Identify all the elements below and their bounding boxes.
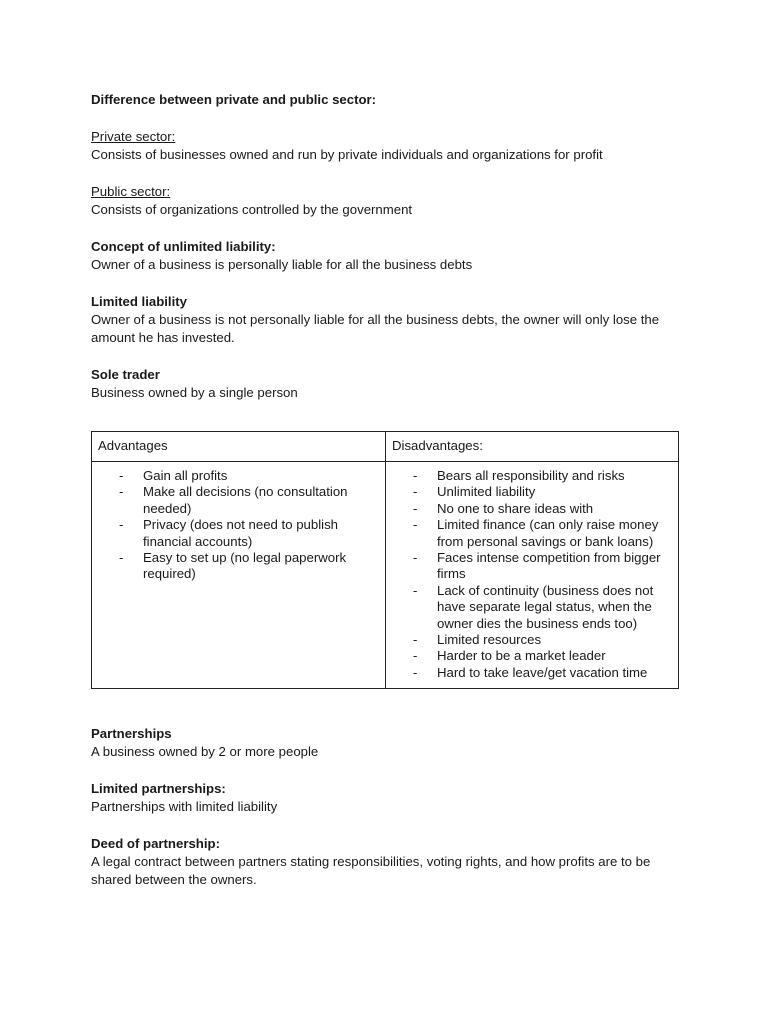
disadvantage-item [386, 632, 672, 648]
disadvantage-item-text: Lack of continuity (business does not have separate legal status, when the owner dies the business ends too) [437, 582, 654, 631]
advantage-item-text: Privacy (does not need to publish financial accounts) [143, 517, 338, 549]
private-sector-text: Consists of businesses owned and run by private individuals and organizations for profit [91, 147, 603, 162]
dash-bullet: - [413, 500, 418, 516]
disadvantages-header: Disadvantages: [386, 432, 679, 462]
advantage-item [92, 517, 379, 550]
advantage-item [92, 468, 379, 484]
dash-bullet: - [413, 468, 418, 483]
section-title-sectors: Difference between private and public sector: [91, 92, 377, 107]
dash-bullet: - [413, 648, 418, 664]
deed-of-partnership-title: Deed of partnership: [91, 836, 220, 851]
advantage-item-text: Easy to set up (no legal paperwork required) [143, 550, 347, 582]
disadvantage-item [386, 517, 672, 550]
partnerships-section [91, 725, 691, 889]
dash-bullet: - [119, 484, 124, 500]
dash-bullet: - [119, 517, 124, 533]
limited-liability-text: Owner of a business is not personally liable for all the business debts, the owner will only lose the amount he has invested. [91, 312, 660, 345]
limited-partnerships-text: Partnerships with limited liability [91, 799, 278, 814]
advantage-item-text: Gain all profits [143, 468, 228, 483]
partnerships-title: Partnerships [91, 726, 172, 741]
document-body [91, 91, 691, 402]
disadvantage-item [386, 484, 672, 500]
deed-of-partnership-text: A legal contract between partners stating responsibilities, voting rights, and how profits are to be shared between the owners. [91, 854, 651, 887]
dash-bullet: - [413, 582, 418, 598]
dash-bullet: - [413, 550, 418, 566]
unlimited-liability-text: Owner of a business is personally liable for all the business debts [91, 257, 473, 272]
dash-bullet: - [119, 468, 124, 483]
disadvantage-item [386, 501, 672, 517]
disadvantages-cell [386, 462, 679, 689]
disadvantages-list [386, 468, 672, 681]
sole-trader-title: Sole trader [91, 367, 160, 382]
partnerships-text: A business owned by 2 or more people [91, 744, 319, 759]
disadvantage-item [386, 468, 672, 484]
advantages-list [92, 468, 379, 583]
disadvantage-item-text: Limited resources [437, 632, 542, 648]
dash-bullet: - [413, 632, 418, 648]
advantages-header: Advantages [92, 432, 386, 462]
limited-partnerships-title: Limited partnerships: [91, 781, 226, 796]
private-sector-label: Private sector: [91, 129, 176, 144]
unlimited-liability-title: Concept of unlimited liability: [91, 239, 276, 254]
public-sector-text: Consists of organizations controlled by the government [91, 202, 413, 217]
disadvantage-item [386, 550, 672, 583]
advantage-item [92, 484, 379, 517]
disadvantage-item [386, 648, 672, 664]
sole-trader-table [91, 431, 679, 689]
disadvantage-item [386, 665, 672, 681]
dash-bullet: - [119, 550, 124, 566]
disadvantage-item-text: Hard to take leave/get vacation time [437, 664, 648, 680]
dash-bullet: - [413, 664, 418, 680]
disadvantage-item-text: Unlimited liability [437, 484, 536, 500]
disadvantage-item-text: Harder to be a market leader [437, 648, 606, 664]
sole-trader-text: Business owned by a single person [91, 385, 298, 400]
disadvantage-item-text: No one to share ideas with [437, 500, 594, 516]
advantages-cell [92, 462, 386, 689]
disadvantage-item [386, 583, 672, 632]
advantage-item [92, 550, 379, 583]
limited-liability-title: Limited liability [91, 294, 187, 309]
disadvantage-item-text: Limited finance (can only raise money from personal savings or bank loans) [437, 517, 659, 549]
dash-bullet: - [413, 517, 418, 533]
dash-bullet: - [413, 484, 418, 500]
disadvantage-item-text: Bears all responsibility and risks [437, 468, 625, 483]
advantage-item-text: Make all decisions (no consultation needed) [143, 484, 348, 516]
public-sector-label: Public sector: [91, 184, 171, 199]
disadvantage-item-text: Faces intense competition from bigger firms [437, 550, 661, 582]
